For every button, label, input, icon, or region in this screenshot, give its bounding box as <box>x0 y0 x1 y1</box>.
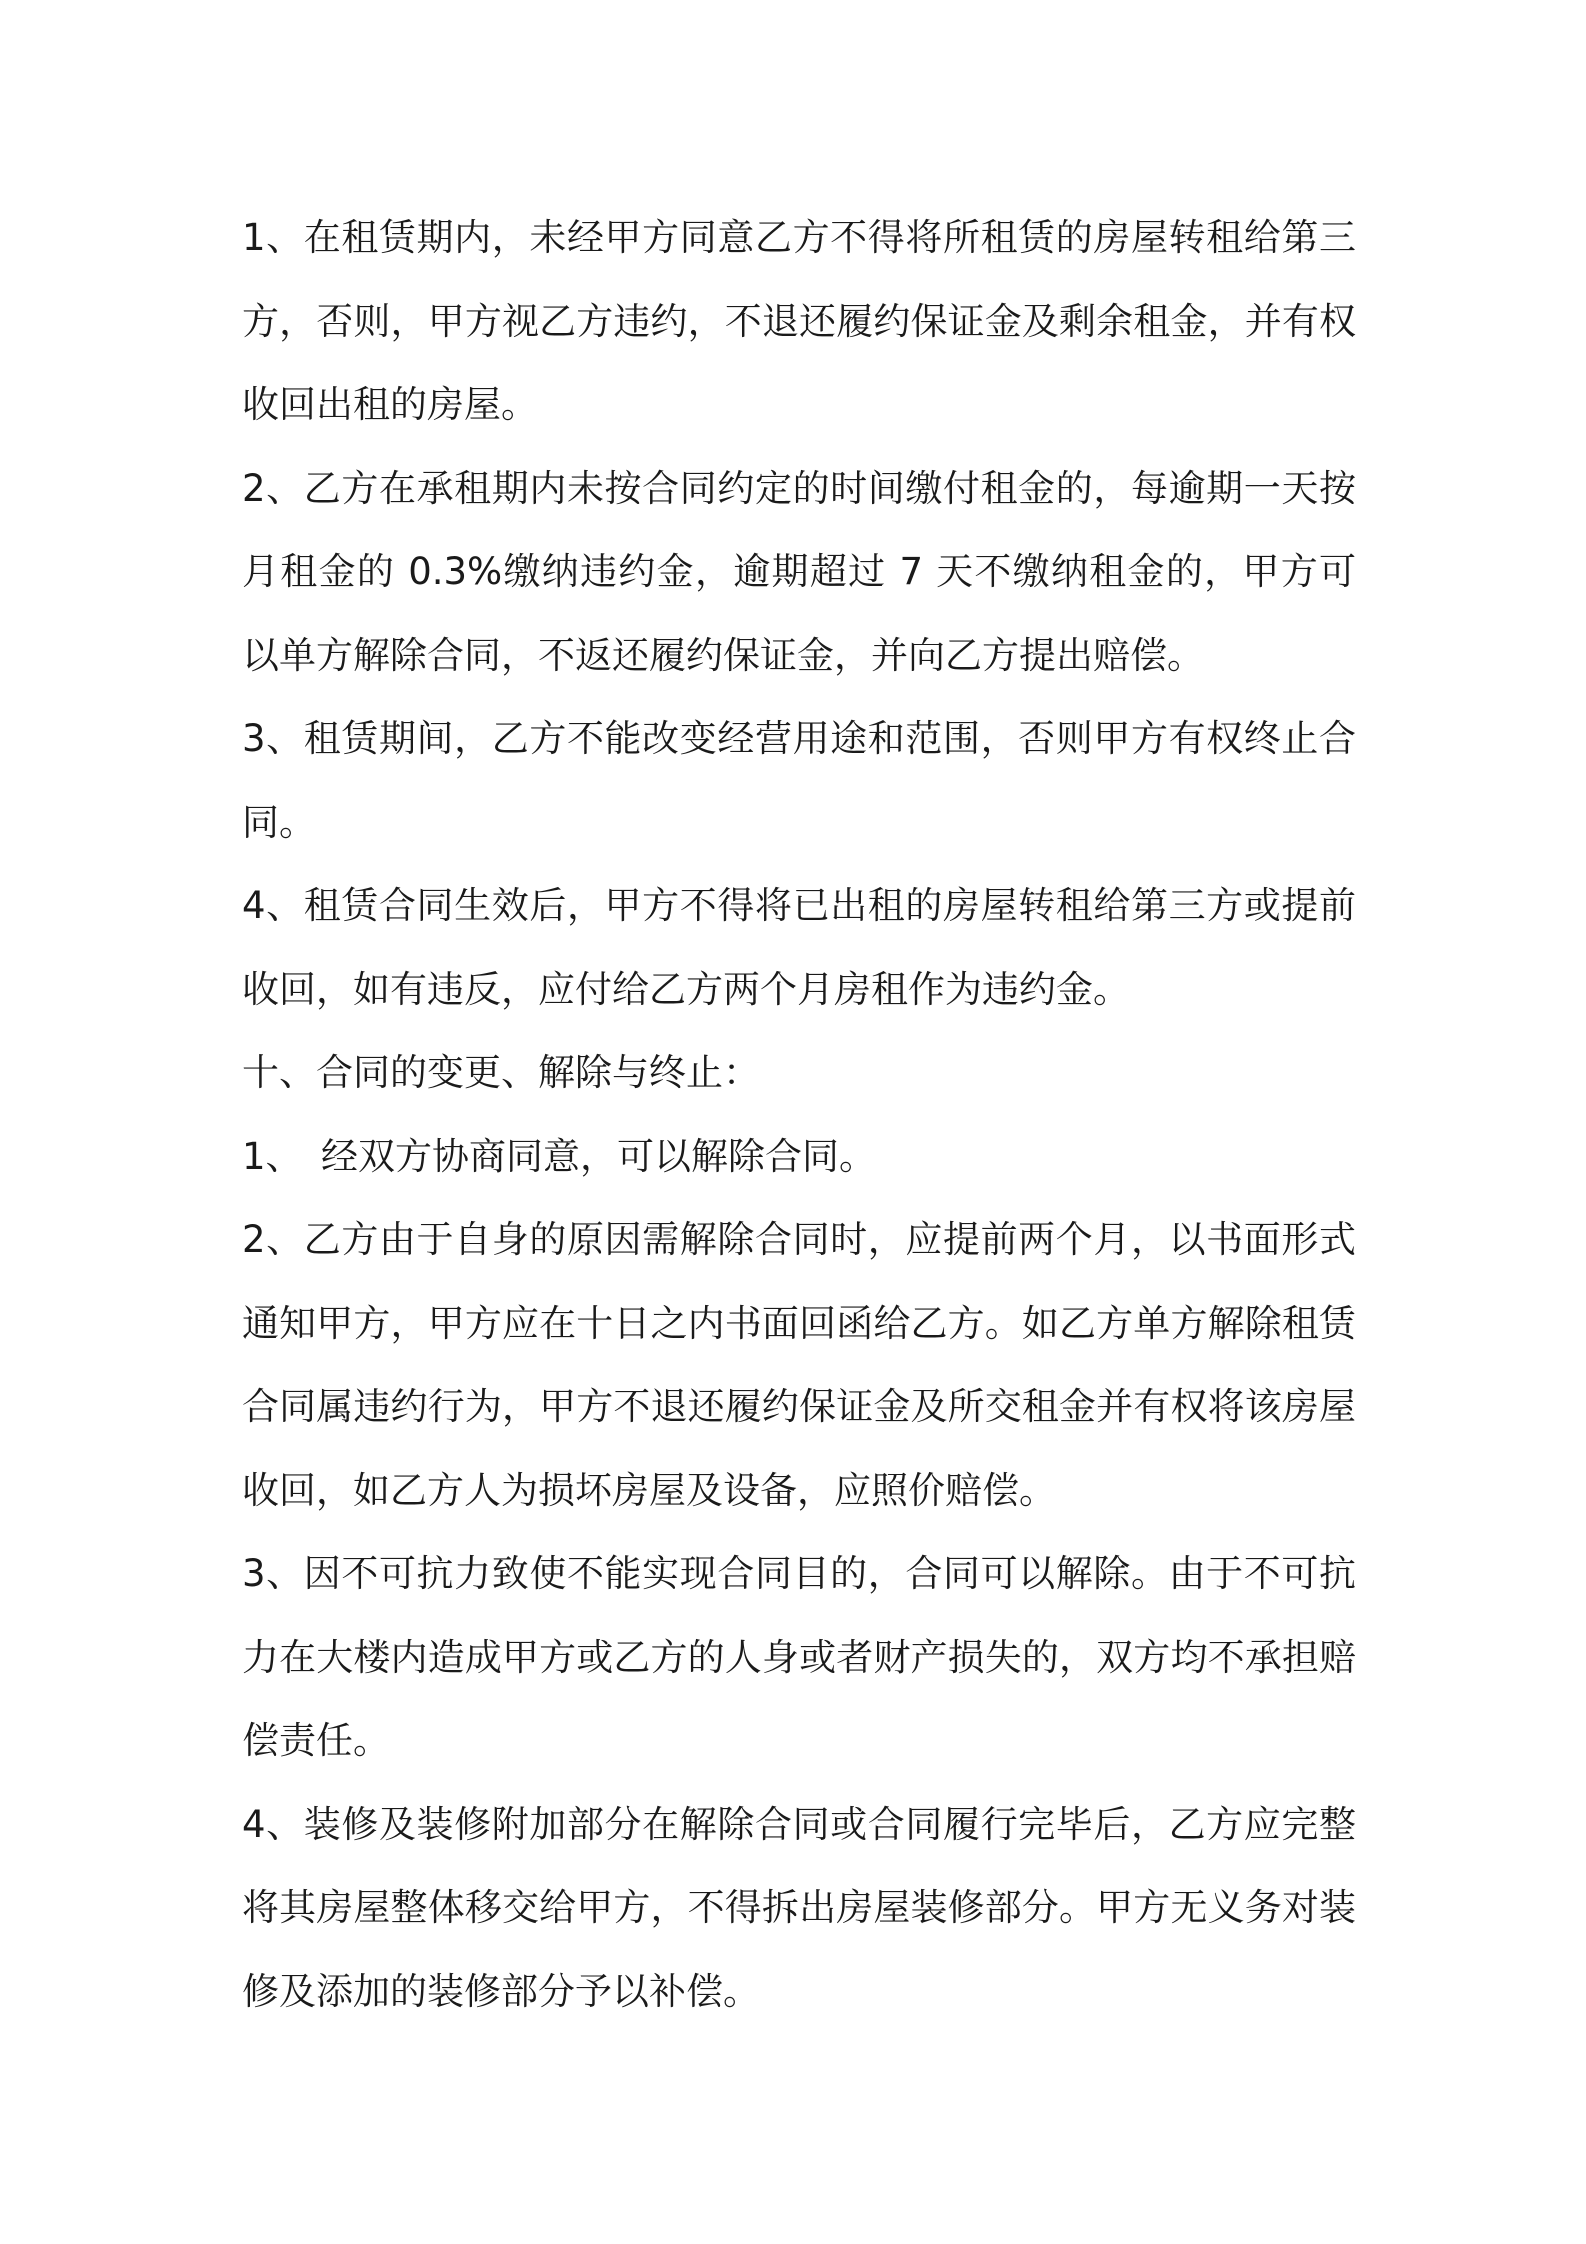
paragraph-clause-3: 3、租赁期间，乙方不能改变经营用途和范围，否则甲方有权终止合同。 <box>242 717 1356 844</box>
document-body <box>242 196 1356 2033</box>
paragraph-termination-2: 2、乙方由于自身的原因需解除合同时，应提前两个月，以书面形式通知甲方，甲方应在十日之内书面回函给乙方。如乙方单方解除租赁合同属违约行为，甲方不退还履约保证金及所交租金并有权将该房屋收回，如乙方人为损坏房屋及设备，应照价赔偿。 <box>242 1218 1356 1512</box>
paragraph-clause-2: 2、乙方在承租期内未按合同约定的时间缴付租金的，每逾期一天按月租金的 0.3%缴纳违约金，逾期超过 7 天不缴纳租金的，甲方可以单方解除合同，不返还履约保证金，并向乙方提出赔偿。 <box>242 466 1356 677</box>
paragraph-clause-4: 4、租赁合同生效后，甲方不得将已出租的房屋转租给第三方或提前收回，如有违反，应付给乙方两个月房租作为违约金。 <box>242 884 1356 1011</box>
section-heading-ten: 十、合同的变更、解除与终止： <box>242 1051 760 1094</box>
paragraph-clause-1: 1、在租赁期内，未经甲方同意乙方不得将所租赁的房屋转租给第三方，否则，甲方视乙方违约，不退还履约保证金及剩余租金，并有权收回出租的房屋。 <box>242 216 1356 426</box>
paragraph-termination-4: 4、装修及装修附加部分在解除合同或合同履行完毕后，乙方应完整将其房屋整体移交给甲方，不得拆出房屋装修部分。甲方无义务对装修及添加的装修部分予以补偿。 <box>242 1802 1356 2013</box>
paragraph-termination-3: 3、因不可抗力致使不能实现合同目的，合同可以解除。由于不可抗力在大楼内造成甲方或乙方的人身或者财产损失的，双方均不承担赔偿责任。 <box>242 1552 1356 1762</box>
paragraph-termination-1: 1、 经双方协商同意，可以解除合同。 <box>242 1134 877 1178</box>
